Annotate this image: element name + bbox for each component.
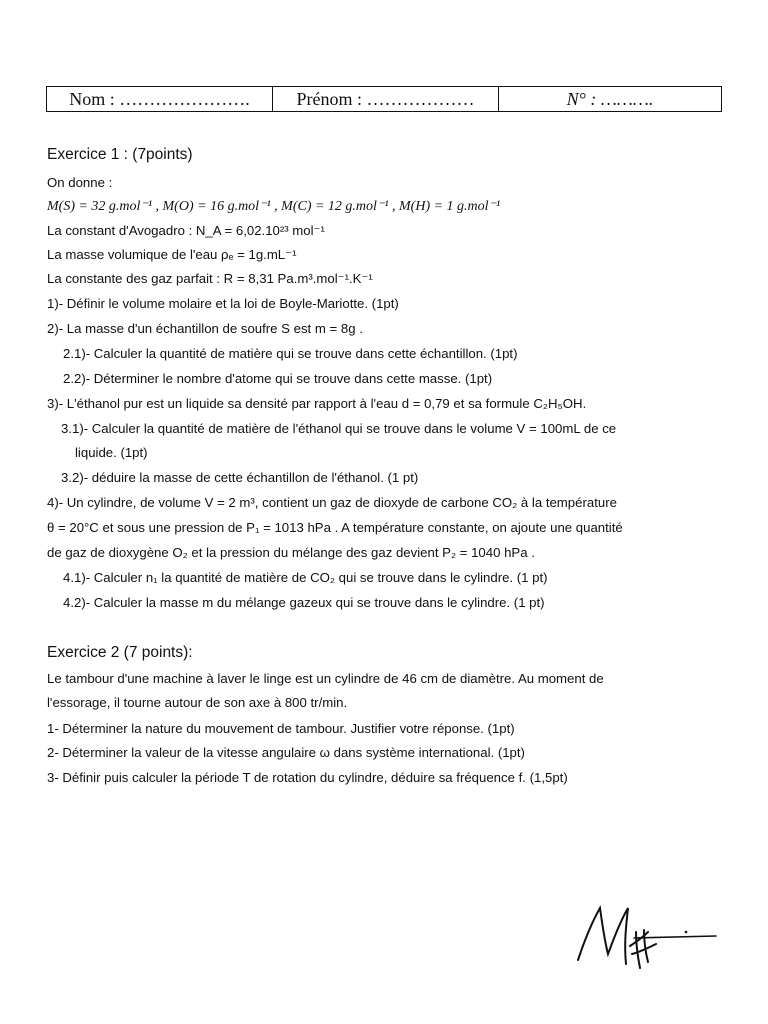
signature: [574, 902, 724, 972]
exercise-1-line: 2.2)- Déterminer le nombre d'atome qui se trouve dans cette masse. (1pt): [63, 371, 493, 386]
number-field: [499, 87, 721, 111]
exercise-1-line: La constant d'Avogadro : N_A = 6,02.10²³ mol⁻¹: [47, 223, 325, 238]
exercise-1-line: 4.2)- Calculer la masse m du mélange gazeux qui se trouve dans le cylindre. (1 pt): [63, 595, 545, 610]
exercise-1-line: liquide. (1pt): [75, 445, 148, 460]
exercise-2-title: Exercice 2 (7 points):: [47, 644, 193, 661]
exercise-1-line: La constante des gaz parfait : R = 8,31 Pa.m³.mol⁻¹.K⁻¹: [47, 271, 373, 286]
exercise-1-line: de gaz de dioxygène O₂ et la pression du mélange des gaz devient P₂ = 1040 hPa .: [47, 545, 535, 560]
exercise-1-title: Exercice 1 : (7points): [47, 146, 193, 163]
exercise-1-line: 2.1)- Calculer la quantité de matière qui se trouve dans cette échantillon. (1pt): [63, 346, 518, 361]
exercise-2-line: Le tambour d'une machine à laver le linge est un cylindre de 46 cm de diamètre. Au moment de: [47, 671, 604, 686]
exercise-1-line: M(S) = 32 g.mol⁻¹ , M(O) = 16 g.mol⁻¹ , M(C) = 12 g.mol⁻¹ , M(H) = 1 g.mol⁻¹: [47, 199, 501, 214]
student-info-table: [46, 86, 722, 112]
exercise-1-line: 4.1)- Calculer n₁ la quantité de matière de CO₂ qui se trouve dans le cylindre. (1 pt): [63, 570, 548, 585]
number-label: N° : ……….: [566, 88, 654, 109]
exercise-2-line: 1- Déterminer la nature du mouvement de tambour. Justifier votre réponse. (1pt): [47, 721, 515, 736]
exercise-1-line: 4)- Un cylindre, de volume V = 2 m³, contient un gaz de dioxyde de carbone CO₂ à la température: [47, 495, 617, 510]
exercise-1-line: 3.2)- déduire la masse de cette échantillon de l'éthanol. (1 pt): [61, 470, 419, 485]
exercise-2-line: 2- Déterminer la valeur de la vitesse angulaire ω dans système international. (1pt): [47, 745, 525, 760]
exercise-1-line: 1)- Définir le volume molaire et la loi de Boyle-Mariotte. (1pt): [47, 296, 399, 311]
exercise-1-line: 3)- L'éthanol pur est un liquide sa densité par rapport à l'eau d = 0,79 et sa formule C₂H₅OH.: [47, 396, 587, 411]
exercise-1-line: 3.1)- Calculer la quantité de matière de l'éthanol qui se trouve dans le volume V = 100mL de ce: [61, 421, 617, 436]
exercise-1-line: θ = 20°C et sous une pression de P₁ = 1013 hPa . A température constante, on ajoute une quantité: [47, 520, 623, 535]
first-name-field: Prénom : ………………: [273, 87, 499, 111]
name-field: Nom : ………………….: [47, 87, 273, 111]
exercise-2-line: l'essorage, il tourne autour de son axe à 800 tr/min.: [47, 695, 348, 710]
exercise-1-line: 2)- La masse d'un échantillon de soufre S est m = 8g .: [47, 321, 363, 336]
exercise-1-line: On donne :: [47, 175, 113, 190]
exercise-1-line: La masse volumique de l'eau ρₑ = 1g.mL⁻¹: [47, 247, 297, 262]
exercise-2-line: 3- Définir puis calculer la période T de rotation du cylindre, déduire sa fréquence f. (1,5pt): [47, 770, 568, 785]
